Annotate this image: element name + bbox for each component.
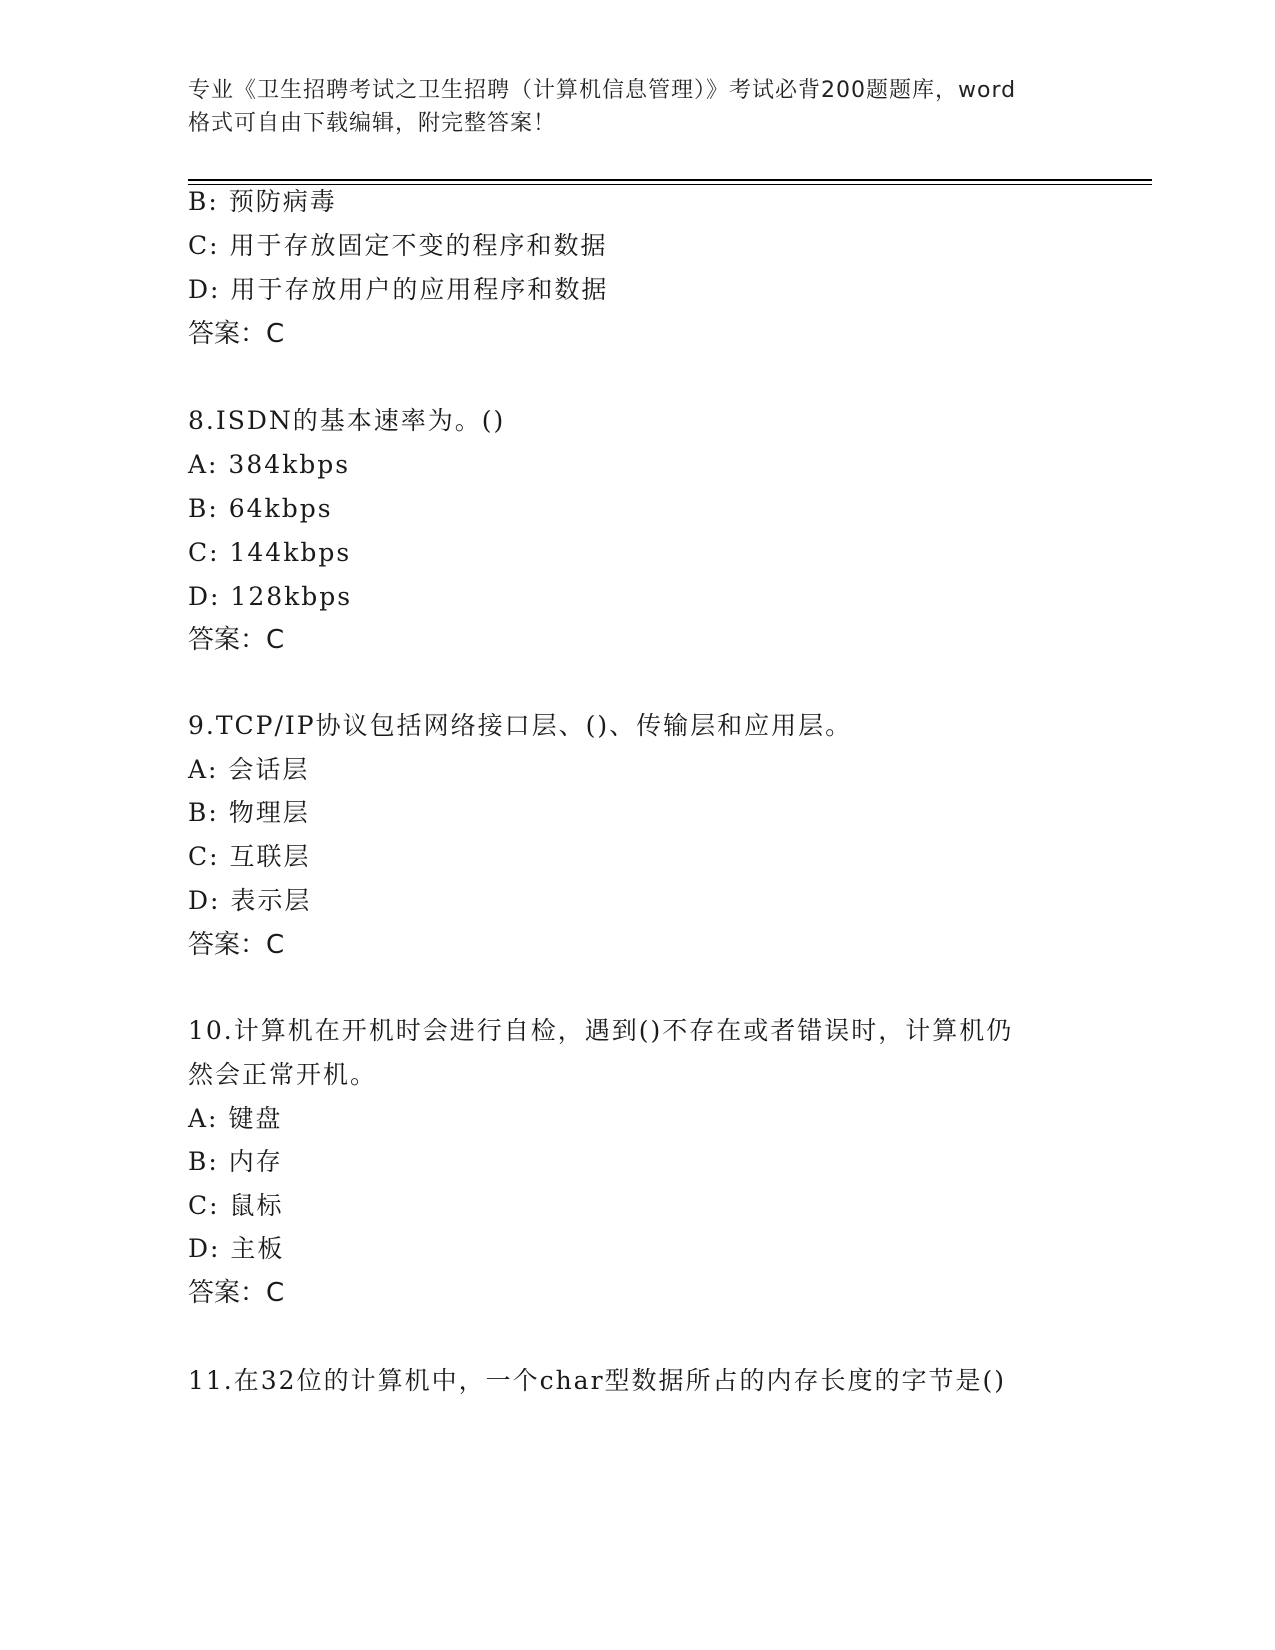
answer: 答案：C — [188, 319, 285, 349]
option-d: D: 表示层 — [188, 886, 312, 915]
option-b: B: 物理层 — [188, 798, 310, 827]
option-d: D: 用于存放用户的应用程序和数据 — [188, 275, 609, 304]
header-line-1: 专业《卫生招聘考试之卫生招聘（计算机信息管理）》考试必背200题题库，word — [188, 78, 1017, 103]
option-a: A: 384kbps — [188, 450, 351, 479]
option-a: A: 会话层 — [188, 755, 310, 784]
question-stem: 10.计算机在开机时会进行自检，遇到()不存在或者错误时，计算机仍 — [188, 1016, 1014, 1045]
option-b: B: 预防病毒 — [188, 187, 337, 216]
answer: 答案：C — [188, 625, 285, 655]
option-c: C: 144kbps — [188, 538, 352, 567]
header-divider-thin — [188, 184, 1152, 185]
option-d: D: 128kbps — [188, 582, 353, 611]
answer: 答案：C — [188, 930, 285, 960]
option-c: C: 互联层 — [188, 842, 311, 871]
option-b: B: 64kbps — [188, 494, 333, 523]
question-stem: 9.TCP/IP协议包括网络接口层、()、传输层和应用层。 — [188, 711, 853, 740]
option-d: D: 主板 — [188, 1234, 285, 1263]
option-c: C: 鼠标 — [188, 1191, 284, 1220]
option-a: A: 键盘 — [188, 1104, 283, 1133]
header-divider-thick — [188, 179, 1152, 181]
option-c: C: 用于存放固定不变的程序和数据 — [188, 231, 608, 260]
option-b: B: 内存 — [188, 1147, 283, 1176]
question-stem: 11.在32位的计算机中，一个char型数据所占的内存长度的字节是() — [188, 1366, 1007, 1395]
question-stem: 8.ISDN的基本速率为。() — [188, 406, 506, 435]
answer: 答案：C — [188, 1278, 285, 1308]
document-header — [188, 74, 1088, 140]
header-line-2: 格式可自由下载编辑，附完整答案！ — [188, 111, 557, 136]
question-stem-continued: 然会正常开机。 — [188, 1060, 378, 1089]
